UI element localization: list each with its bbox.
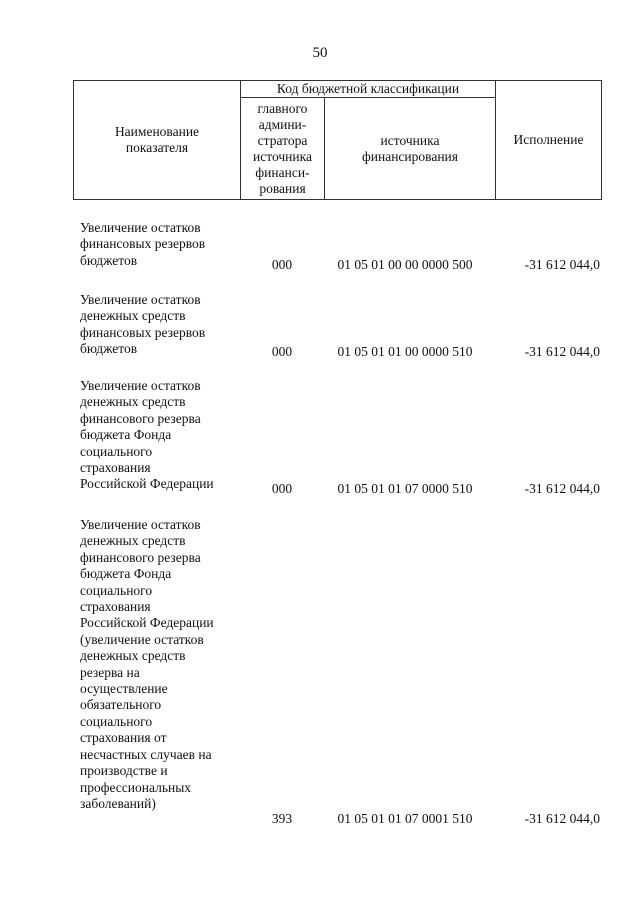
header-code-group: Код бюджетной классификации [241,81,496,98]
row-name: Увеличение остатков финансовых резервов бюджетов [80,220,206,268]
row-admin-code: 000 [271,257,293,272]
row-name: Увеличение остатков денежных средств финансовых резервов бюджетов [80,292,206,357]
header-admin-column: главного админи- стратора источника финанси- рования [241,98,325,200]
row-admin-code: 000 [271,344,293,359]
row-name: Увеличение остатков денежных средств финансового резерва бюджета Фонда социального страхования Российской Федерации [80,378,214,492]
row-value: -31 612 044,0 [524,344,600,359]
row-source-code: 01 05 01 00 00 0000 500 [337,257,473,272]
row-value: -31 612 044,0 [524,811,600,826]
header-execution-column: Исполнение [496,81,602,200]
table-header [73,80,602,200]
row-name: Увеличение остатков денежных средств финансового резерва бюджета Фонда социального страхования Российской Федерации (увеличение остатков денежных средств резерва на осуществление обязательного социального страхования от несчастных случаев на производстве и профессиональных заболеваний) [80,517,214,811]
page-number: 50 [312,45,328,61]
row-source-code: 01 05 01 01 00 0000 510 [337,344,473,359]
row-value: -31 612 044,0 [524,481,600,496]
row-admin-code: 393 [271,811,293,826]
row-admin-code: 000 [271,481,293,496]
header-name-column: Наименование показателя [74,81,241,200]
row-value: -31 612 044,0 [524,257,600,272]
row-source-code: 01 05 01 01 07 0001 510 [337,811,473,826]
row-source-code: 01 05 01 01 07 0000 510 [337,481,473,496]
header-source-column: источника финансирования [325,98,496,200]
